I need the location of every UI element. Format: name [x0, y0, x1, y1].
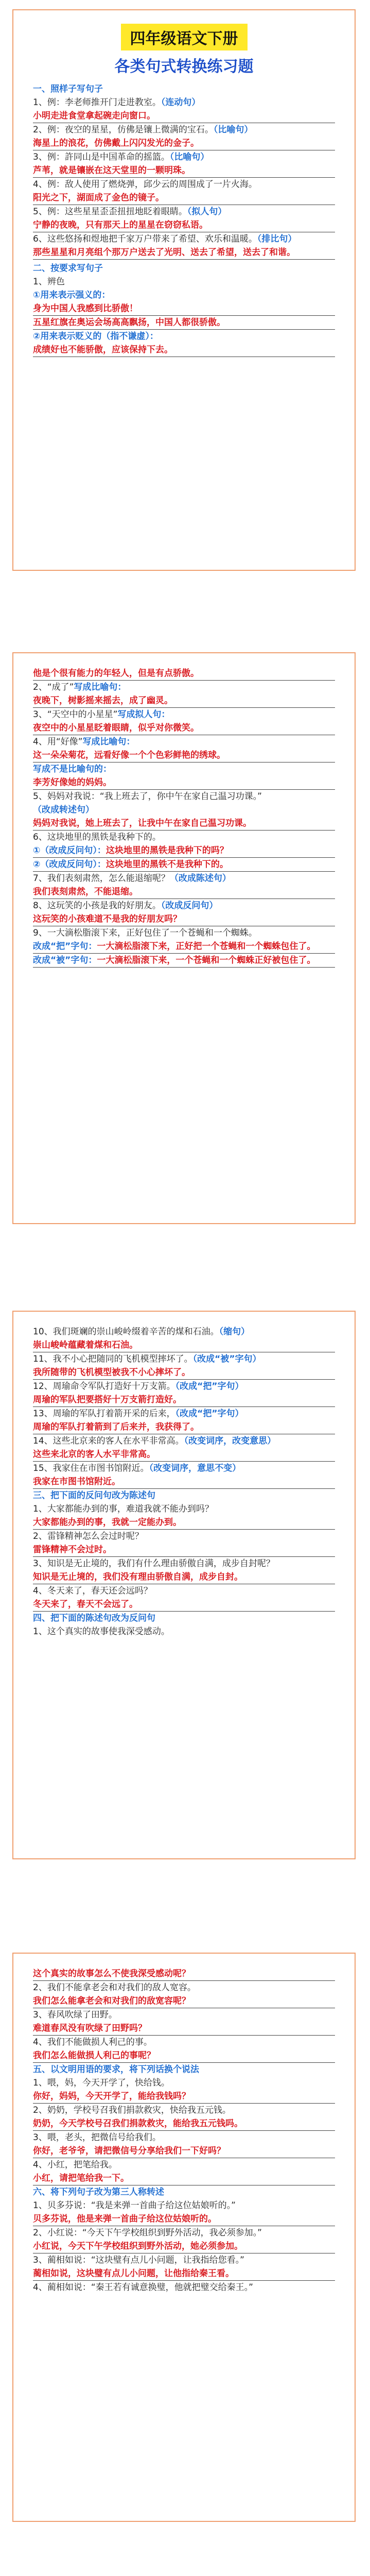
exercise-question: 3、例：許同山是中国革命的摇篮。（比喻句）: [33, 152, 209, 162]
exercise-answer: 奶奶，今天学校号召我们捐款救灾，能给我五元钱吗。: [33, 2117, 335, 2131]
exercise-question: 3、“天空中的小星星”写成拟人句：: [33, 709, 170, 720]
exercise-answer: 改成“被”字句：一大滴松脂滚下来，一个苍蝇和一个蜘蛛正好被包住了。: [33, 954, 335, 968]
exercise-answer: 宁静的夜晚，只有那天上的星星在窃窃私语。: [33, 218, 335, 232]
exercise-answer: 成绩好也不能骄傲，应该保持下去。: [33, 343, 335, 357]
exercise-answer: 李芳好像她的妈妈。: [33, 776, 335, 790]
exercise-question: 11、我不小心把随同的飞机模型摔坏了。（改成“被”字句）: [33, 1354, 261, 1364]
section-heading: 五、以文明用语的要求，将下列话换个说法: [33, 2064, 199, 2075]
exercise-answer: 你好，老爷爷，请把微信号分享给我们一下好吗？: [33, 2144, 335, 2158]
exercise-question: 2、雷锋精神怎么会过时呢？: [33, 1531, 144, 1541]
exercise-question: 15、我家住在市图书馆附近。（改变词序，意思不变）: [33, 1463, 241, 1473]
section-heading: 三、把下面的反问句改为陈述句: [33, 1490, 155, 1501]
exercise-question: 1、例：李老师推开门走进教室。（连动句）: [33, 97, 201, 108]
section-heading: 六、将下列句子改为第三人称转述: [33, 2187, 164, 2197]
exercise-answer: 大家都能办到的事，我就一定能办到。: [33, 1516, 335, 1530]
exercise-answer: 你好，妈妈，今天开学了，能给我钱吗？: [33, 2090, 335, 2104]
worksheet-card-3: [12, 1311, 356, 1859]
exercise-question: 3、喂，老头，把微信号给我们。: [33, 2132, 161, 2143]
exercise-question: 2、奶奶，学校号召我们捐款救灾，快给我五元钱。: [33, 2105, 231, 2115]
exercise-question: 2、我们不能拿老会和对我们的敌人宽容。: [33, 1982, 196, 1993]
exercise-answer: 周瑜的军队把要搭好十万支箭打造好。: [33, 1393, 335, 1407]
exercise-subprompt: ②用来表示贬义的（指不谦虚）：: [33, 331, 158, 342]
exercise-question: 1、这个真实的故事使我深受感动。: [33, 1626, 170, 1637]
exercise-question: 5、例：这些星星歪歪扭扭地眨着眼睛。（拟人句）: [33, 207, 227, 217]
exercise-subprompt: 写成不是比喻句的：: [33, 764, 112, 774]
exercise-answer: 这个真实的故事怎么不使我深受感动呢？: [33, 1967, 335, 1981]
exercise-answer: 那些星星和月亮组个那万户送去了光明、送去了希望，送去了和谐。: [33, 246, 335, 260]
worksheet-card-2: [12, 652, 356, 1224]
exercise-question: 4、蔺相如说：“秦王若有诚意换璧，他就把璧交给秦王。”: [33, 2282, 253, 2293]
exercise-question: 5、妈妈对我说：“我上班去了，你中午在家自己温习功课。”: [33, 791, 262, 802]
exercise-question: 12、周瑜命令军队打造好十万支箭。（改成“把”字句）: [33, 1381, 244, 1392]
exercise-answer: 芦苇，就是镶嵌在这天堂里的一颗明珠。: [33, 164, 335, 178]
exercise-answer: 他是个很有能力的年轻人，但是有点骄傲。: [33, 667, 335, 681]
exercise-answer: 难道春风没有吹绿了田野吗？: [33, 2022, 335, 2036]
exercise-answer: 夜空中的小星星眨着眼睛，似乎对你微笑。: [33, 721, 335, 735]
exercise-answer: 小红，请把笔给我一下。: [33, 2172, 335, 2185]
exercise-question: 1、贝多芬说：“我是来弹一首曲子给这位姑娘听的。”: [33, 2200, 236, 2211]
exercise-question: 4、小红，把笔给我。: [33, 2160, 117, 2170]
exercise-answer: 海星上的浪花，仿佛戴上闪闪发光的金子。: [33, 137, 335, 150]
exercise-answer: 夜晚下，树影摇来摇去，成了幽灵。: [33, 694, 335, 708]
exercise-question: 4、用“好像”写成比喻句：: [33, 737, 135, 747]
exercise-answer: 这些来北京的客人水平非常高。: [33, 1448, 335, 1462]
exercise-answer: 小明走进食堂拿起碗走向窗口。: [33, 109, 335, 123]
exercise-answer: 我所随带的飞机模型被我不小心摔坏了。: [33, 1366, 335, 1380]
section-heading: 一、照样子写句子: [33, 84, 103, 94]
exercise-answer: 这一朵朵菊花，远看好像一个个色彩鲜艳的绣球。: [33, 749, 335, 762]
grade-title: 四年级语文下册: [121, 24, 248, 50]
exercise-answer: 改成“把”字句：一大滴松脂滚下来，正好把一个苍蝇和一个蜘蛛包住了。: [33, 940, 335, 954]
exercise-question: 3、蔺相如说：“这块璧有点儿小问题，让我指给您看。”: [33, 2255, 244, 2265]
exercise-question: 2、小红说：“今天下午学校组织到野外活动，我必须参加。”: [33, 2228, 262, 2238]
exercise-answer: 我家在市图书馆附近。: [33, 1475, 335, 1489]
exercise-question: 8、这玩笑的小孩是我的好朋友。（改成反问句）: [33, 901, 218, 911]
exercise-question: 10、我们斑斓的崇山峻岭缀着辛苦的煤和石油。（缩句）: [33, 1327, 250, 1337]
exercise-question: 4、例：敌人使用了燃烧弹，邱少云的周围成了一片火海。: [33, 179, 257, 190]
worksheet-card-1: [12, 9, 356, 571]
exercise-question: 9、一大滴松脂滚下来，正好包住了一个苍蝇和一个蜘蛛。: [33, 928, 257, 938]
exercise-question: 6、这些悠扬和煜地把千家万户带来了希望、欢乐和温暖。（排比句）: [33, 234, 297, 244]
exercise-answer: 崇山峻岭蕴藏着煤和石油。: [33, 1338, 335, 1352]
exercise-question: 1、喂，妈，今天开学了，快给钱。: [33, 2078, 170, 2088]
section-heading: 二、按要求写句子: [33, 263, 103, 274]
worksheet-card-4: [12, 1953, 356, 2522]
exercise-subprompt: （改成转述句）: [33, 805, 94, 815]
exercise-answer: ②（改成反问句）：这块地里的黑铁不是我种下的。: [33, 858, 335, 872]
exercise-question: 1、辨色: [33, 277, 65, 287]
exercise-question: 4、我们不能做损人利己的事。: [33, 2037, 152, 2047]
exercise-answer: 贝多芬说，他是来弹一首曲子给这位姑娘听的。: [33, 2212, 335, 2226]
exercise-question: 14、这些北京来的客人在水平非常高。（改变词序，改变意思）: [33, 1436, 276, 1446]
exercise-question: 3、知识是无止境的，我们有什么理由骄傲自满，成步自封呢？: [33, 1558, 275, 1569]
exercise-answer: 我们怎么能做损人利己的事呢？: [33, 2049, 335, 2063]
exercise-answer: 小红说，今天下午学校组织到野外活动，她必须参加。: [33, 2240, 335, 2253]
exercise-answer: 五星红旗在奥运会场高高飘扬，中国人都很骄傲。: [33, 316, 335, 330]
exercise-question: 6、这块地里的黑铁是我种下的。: [33, 832, 161, 842]
exercise-answer: 身为中国人我感到比骄傲！: [33, 302, 335, 316]
exercise-question: 2、“成了”写成比喻句：: [33, 682, 127, 692]
exercise-answer: 蔺相如说，这块璧有点儿小问题，让他指给秦王看。: [33, 2267, 335, 2281]
exercise-question: 7、我们表刻肃然，怎么能退缩呢？（改成陈述句）: [33, 873, 231, 884]
exercise-answer: 知识是无止境的，我们没有理由骄傲自满，成步自封。: [33, 1570, 335, 1584]
exercise-answer: 周瑜的军队打着箭到了后来并，我获得了。: [33, 1420, 335, 1434]
exercise-answer: 这玩笑的小孩难道不是我的好朋友吗？: [33, 912, 335, 926]
exercise-answer: 雷锋精神不会过时。: [33, 1543, 335, 1557]
exercise-subprompt: ①用来表示强义的：: [33, 290, 111, 300]
exercise-question: 13、周瑜的军队打着箭开采的后来，（改成“把”字句）: [33, 1409, 244, 1419]
exercise-question: 1、大家都能办到的事，难道我就不能办到吗？: [33, 1504, 214, 1514]
exercise-answer: 冬天来了，春天不会远了。: [33, 1598, 335, 1612]
worksheet-title: 各类句式转换练习题: [114, 58, 254, 76]
section-heading: 四、把下面的陈述句改为反问句: [33, 1613, 155, 1623]
exercise-answer: 我们怎么能拿老会和对我们的敌宽容呢？: [33, 1994, 335, 2008]
exercise-answer: 阳光之下，湖面成了金色的镜子。: [33, 191, 335, 205]
exercise-question: 3、春风吹绿了田野。: [33, 2010, 117, 2020]
exercise-question: 4、冬天来了，春天还会远吗？: [33, 1586, 152, 1596]
exercise-answer: 我们表刻肃然，不能退缩。: [33, 885, 335, 899]
exercise-answer: ①（改成反问句）：这块地里的黑铁是我种下的吗？: [33, 844, 335, 858]
exercise-answer: 妈妈对我说，她上班去了，让我中午在家自己温习功课。: [33, 817, 335, 831]
exercise-question: 2、例：夜空的星星，仿佛是镶上微满的宝石。（比喻句）: [33, 125, 253, 135]
